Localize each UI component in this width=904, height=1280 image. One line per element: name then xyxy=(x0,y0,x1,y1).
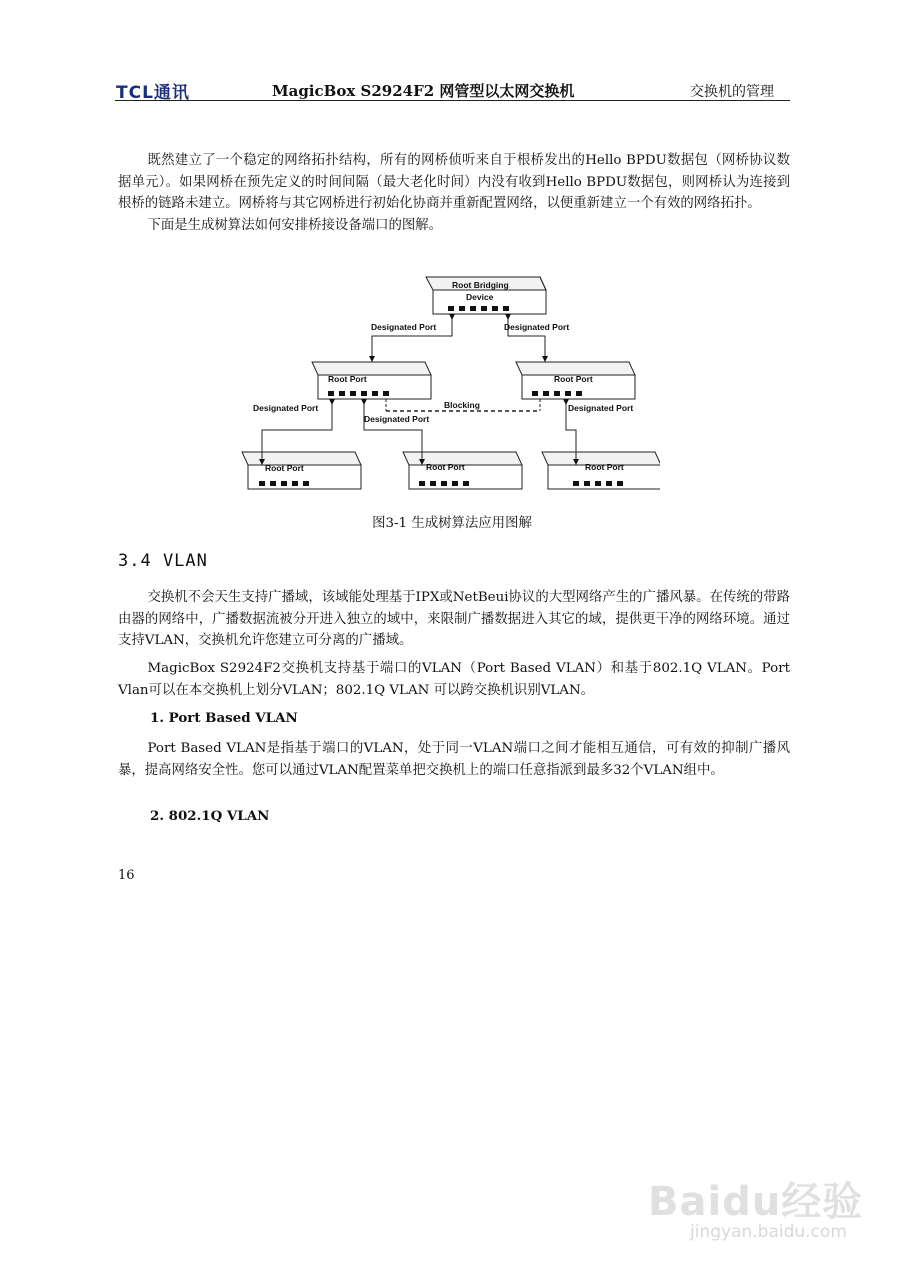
root-device-label-1: Root Bridging xyxy=(452,280,509,290)
vlan-text-2 xyxy=(118,658,790,701)
intro-paragraph-2: 下面是生成树算法如何安排桥接设备端口的图解。 xyxy=(147,217,443,233)
figure-caption: 图3-1 生成树算法应用图解 xyxy=(372,516,532,531)
port-vlan-paragraph: Port Based VLAN是指基于端口的VLAN，处于同一VLAN端口之间才能相互通信，可有效的抑制广播风暴，提高网络安全性。您可以通过VLAN配置菜单把交换机上的端口任意指派到最多32个VLAN组中。 xyxy=(118,741,790,778)
root-port-label: Root Port xyxy=(328,374,367,384)
subsection-title-1: 1. Port Based VLAN xyxy=(150,710,298,726)
root-port-label: Root Port xyxy=(426,462,465,472)
subsection-title-2: 2. 802.1Q VLAN xyxy=(150,808,270,824)
root-port-label: Root Port xyxy=(265,463,304,473)
page-number: 16 xyxy=(118,868,135,883)
vlan-paragraph-1: 交换机不会天生支持广播域，该域能处理基于IPX或NetBeui协议的大型网络产生的广播风暴。在传统的带路由器的网络中，广播数据流被分开进入独立的域中，来限制广播数据进入其它的域，提供更干净的网络环境。通过支持VLAN，交换机允许您建立可分离的广播域。 xyxy=(118,590,790,648)
chapter-name: 交换机的管理 xyxy=(690,84,774,100)
designated-port-label: Designated Port xyxy=(371,322,437,332)
intro-paragraph-1: 既然建立了一个稳定的网络拓扑结构，所有的网桥侦听来自于根桥发出的Hello BPDU数据包（网桥协议数据单元）。如果网桥在预先定义的时间间隔（最大老化时间）内没有收到Hello BPDU数据包，则网桥认为连接到根桥的链路未建立。网桥将与其它网桥进行初始化协商并重新配置网络，以便重新建立一个有效的网络拓扑。 xyxy=(118,153,790,211)
root-device-label-2: Device xyxy=(466,292,494,302)
document-title: MagicBox S2924F2 网管型以太网交换机 xyxy=(272,82,575,100)
vlan-text xyxy=(118,587,790,652)
baidu-watermark-url: jingyan.baidu.com xyxy=(690,1222,847,1242)
spanning-tree-diagram xyxy=(240,272,660,502)
intro-text xyxy=(118,150,790,236)
root-port-label: Root Port xyxy=(585,462,624,472)
designated-port-label: Designated Port xyxy=(568,403,634,413)
header-rule xyxy=(115,100,790,101)
section-heading: 3.4 VLAN xyxy=(118,551,208,571)
port-vlan-text xyxy=(118,738,790,781)
designated-port-label: Designated Port xyxy=(364,414,430,424)
baidu-watermark: Baidu经验 xyxy=(648,1179,864,1225)
tcl-logo: TCL通讯 xyxy=(116,83,190,103)
vlan-paragraph-2: MagicBox S2924F2交换机支持基于端口的VLAN（Port Based VLAN）和基于802.1Q VLAN。Port Vlan可以在本交换机上划分VLAN；802.1Q VLAN 可以跨交换机识别VLAN。 xyxy=(118,661,790,698)
blocking-label: Blocking xyxy=(444,400,480,410)
root-port-label: Root Port xyxy=(554,374,593,384)
designated-port-label: Designated Port xyxy=(253,403,319,413)
designated-port-label: Designated Port xyxy=(504,322,570,332)
